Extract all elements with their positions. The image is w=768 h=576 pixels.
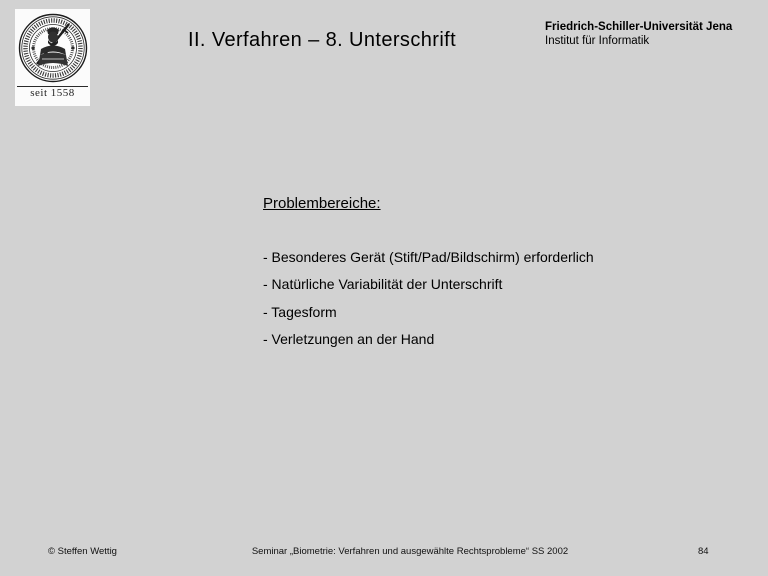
university-logo bbox=[15, 9, 90, 106]
logo-caption: seit 1558 bbox=[30, 87, 75, 99]
institution-name: Friedrich-Schiller-Universität Jena bbox=[545, 21, 733, 33]
footer-author: © Steffen Wettig bbox=[48, 546, 117, 557]
bullet-item: - Verletzungen an der Hand bbox=[263, 331, 435, 348]
institution-department: Institut für Informatik bbox=[545, 34, 650, 47]
bullet-item: - Natürliche Variabilität der Unterschrift bbox=[263, 276, 503, 293]
content-heading: Problembereiche: bbox=[263, 195, 381, 212]
bullet-item: - Tagesform bbox=[263, 303, 337, 320]
bullet-item: - Besonderes Gerät (Stift/Pad/Bildschirm) erforderlich bbox=[263, 249, 594, 265]
university-seal-icon bbox=[16, 9, 89, 85]
footer-seminar-title: Seminar „Biometrie: Verfahren und ausgewählte Rechtsprobleme“ SS 2002 bbox=[251, 546, 569, 557]
slide-title: II. Verfahren – 8. Unterschrift bbox=[188, 29, 457, 51]
footer-page-number: 84 bbox=[698, 546, 709, 557]
institution-block bbox=[545, 21, 732, 48]
slide-body bbox=[263, 190, 594, 354]
